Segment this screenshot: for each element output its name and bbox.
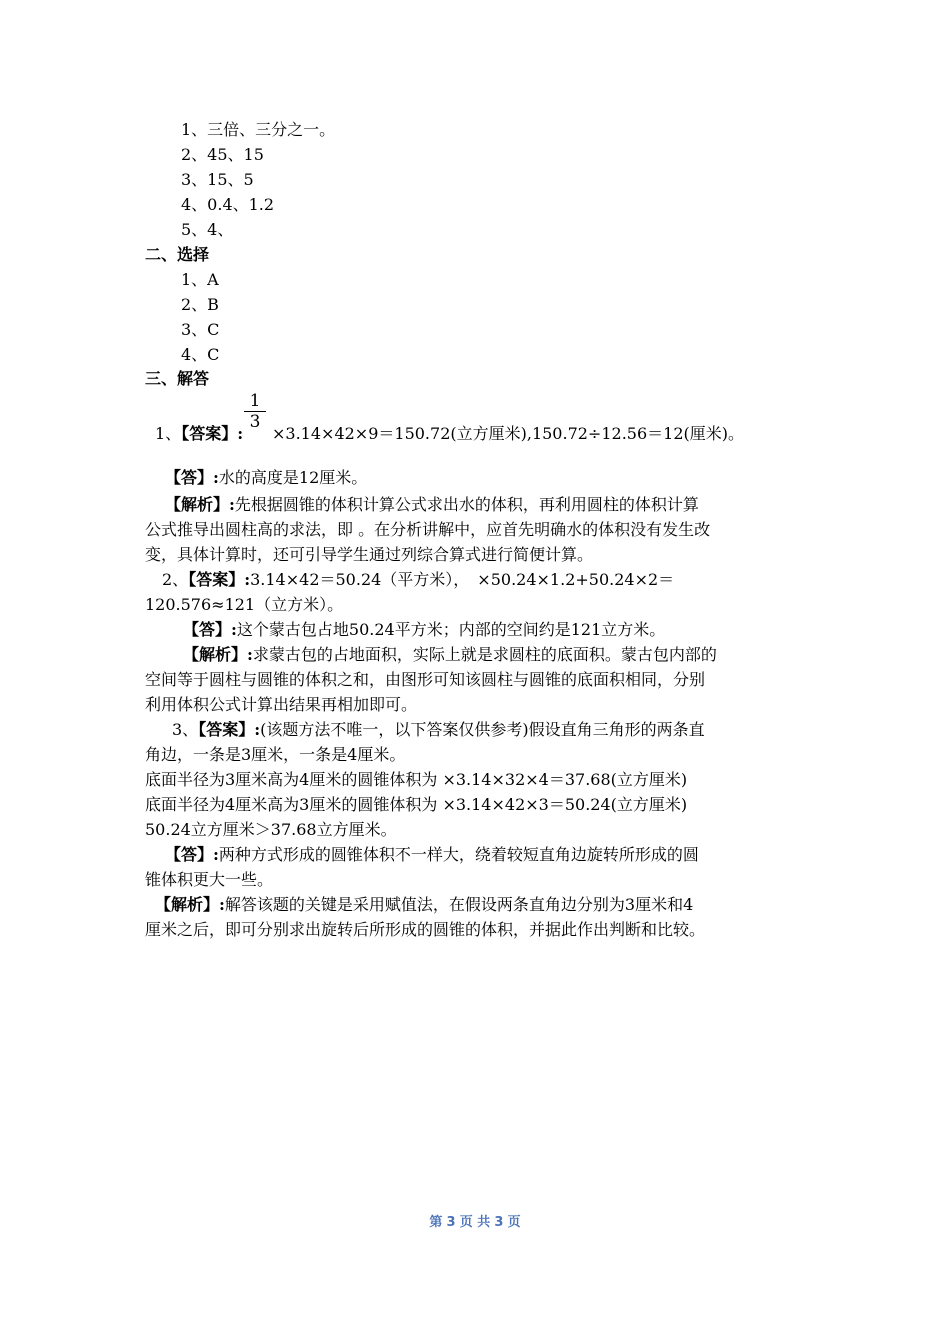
fill-answer-4: 4、0.4、1.2: [181, 195, 275, 214]
footer-current-page: 3: [446, 1215, 456, 1230]
q1-number: 1、: [155, 424, 182, 443]
q1-analysis-line-1: [165, 492, 699, 517]
fill-answer-3: 3、15、5: [181, 170, 254, 189]
fraction-numerator: 1: [244, 391, 266, 412]
q3-answer-tag: 【答案】:: [198, 720, 261, 739]
q3-number: 3、: [172, 720, 199, 739]
section-heading-solve: 三、解答: [145, 369, 210, 388]
q1-answer-tag: 【答案】:: [181, 424, 244, 443]
q3-analysis-line-1: [155, 892, 693, 917]
q2-analysis-line-1: [183, 642, 717, 667]
footer-total-pages: 3: [494, 1215, 504, 1230]
choice-answer-3: 3、C: [181, 320, 220, 339]
choice-answer-1: 1、A: [181, 270, 219, 289]
q3-answer-line-1: [172, 717, 705, 742]
q1-answer-line-a: [155, 421, 243, 446]
q2-analysis-text-1: 求蒙古包的占地面积，实际上就是求圆柱的底面积。蒙古包内部的: [252, 645, 717, 664]
q1-reply-tag: 【答】:: [165, 468, 219, 487]
q2-reply-text: 这个蒙古包占地50.24平方米；内部的空间约是121立方米。: [236, 620, 666, 639]
q2-analysis-tag: 【解析】:: [183, 645, 253, 664]
choice-answer-4: 4、C: [181, 345, 220, 364]
footer-mid: 页 共: [459, 1215, 491, 1230]
q2-answer-line-1: [162, 567, 674, 592]
q3-calc-line-2: 底面半径为4厘米高为3厘米的圆锥体积为 ×3.14×42×3＝50.24(立方厘米): [145, 795, 688, 814]
q1-analysis-line-3: 变，具体计算时，还可引导学生通过列综合算式进行简便计算。: [145, 545, 594, 564]
q2-answer-text-1: 3.14×42＝50.24（平方米）， ×50.24×1.2+50.24×2＝: [250, 570, 675, 589]
q1-analysis-line-2: 公式推导出圆柱高的求法，即 。在分析讲解中，应首先明确水的体积没有发生改: [145, 520, 711, 539]
fraction-one-third: [244, 391, 266, 432]
q2-reply-tag: 【答】:: [183, 620, 237, 639]
q3-reply-line-2: 锥体积更大一些。: [145, 870, 274, 889]
fill-answer-5: 5、4、: [181, 220, 234, 239]
choice-answer-2: 2、B: [181, 295, 219, 314]
q2-reply: [183, 617, 665, 642]
q1-answer-text: ×3.14×42×9＝150.72(立方厘米),150.72÷12.56＝12(厘米)。: [272, 424, 744, 443]
q1-reply: [165, 465, 367, 490]
q3-analysis-text-1: 解答该题的关键是采用赋值法，在假设两条直角边分别为3厘米和4: [224, 895, 694, 914]
q2-answer-line-2: 120.576≈121（立方米）。: [145, 595, 344, 614]
page-footer: [0, 1214, 950, 1232]
q1-analysis-text-1: 先根据圆锥的体积计算公式求出水的体积，再利用圆柱的体积计算: [234, 495, 699, 514]
q1-analysis-tag: 【解析】:: [165, 495, 235, 514]
q3-reply-tag: 【答】:: [165, 845, 219, 864]
fill-answer-2: 2、45、15: [181, 145, 264, 164]
fraction-denominator: 3: [249, 412, 261, 432]
q3-reply-text-1: 两种方式形成的圆锥体积不一样大，绕着较短直角边旋转所形成的圆: [218, 845, 699, 864]
q2-number: 2、: [162, 570, 189, 589]
q3-analysis-line-2: 厘米之后，即可分别求出旋转后所形成的圆锥的体积，并据此作出判断和比较。: [145, 920, 706, 939]
q2-analysis-line-3: 利用体积公式计算出结果再相加即可。: [145, 695, 418, 714]
q3-calc-line-1: 底面半径为3厘米高为4厘米的圆锥体积为 ×3.14×32×4＝37.68(立方厘米): [145, 770, 688, 789]
section-heading-choice: 二、选择: [145, 245, 210, 264]
q3-analysis-tag: 【解析】:: [155, 895, 225, 914]
footer-post: 页: [507, 1215, 521, 1230]
footer-pre: 第: [429, 1215, 443, 1230]
q3-answer-line-2: 角边，一条是3厘米，一条是4厘米。: [145, 745, 406, 764]
fill-answer-1: 1、三倍、三分之一。: [181, 120, 336, 139]
q3-answer-text-1: (该题方法不唯一，以下答案仅供参考)假设直角三角形的两条直: [260, 720, 705, 739]
q3-reply-line-1: [165, 842, 699, 867]
q3-calc-line-3: 50.24立方厘米＞37.68立方厘米。: [145, 820, 397, 839]
q2-answer-tag: 【答案】:: [188, 570, 251, 589]
q2-analysis-line-2: 空间等于圆柱与圆锥的体积之和，由图形可知该圆柱与圆锥的底面积相同，分别: [145, 670, 706, 689]
q1-reply-text: 水的高度是12厘米。: [218, 468, 368, 487]
